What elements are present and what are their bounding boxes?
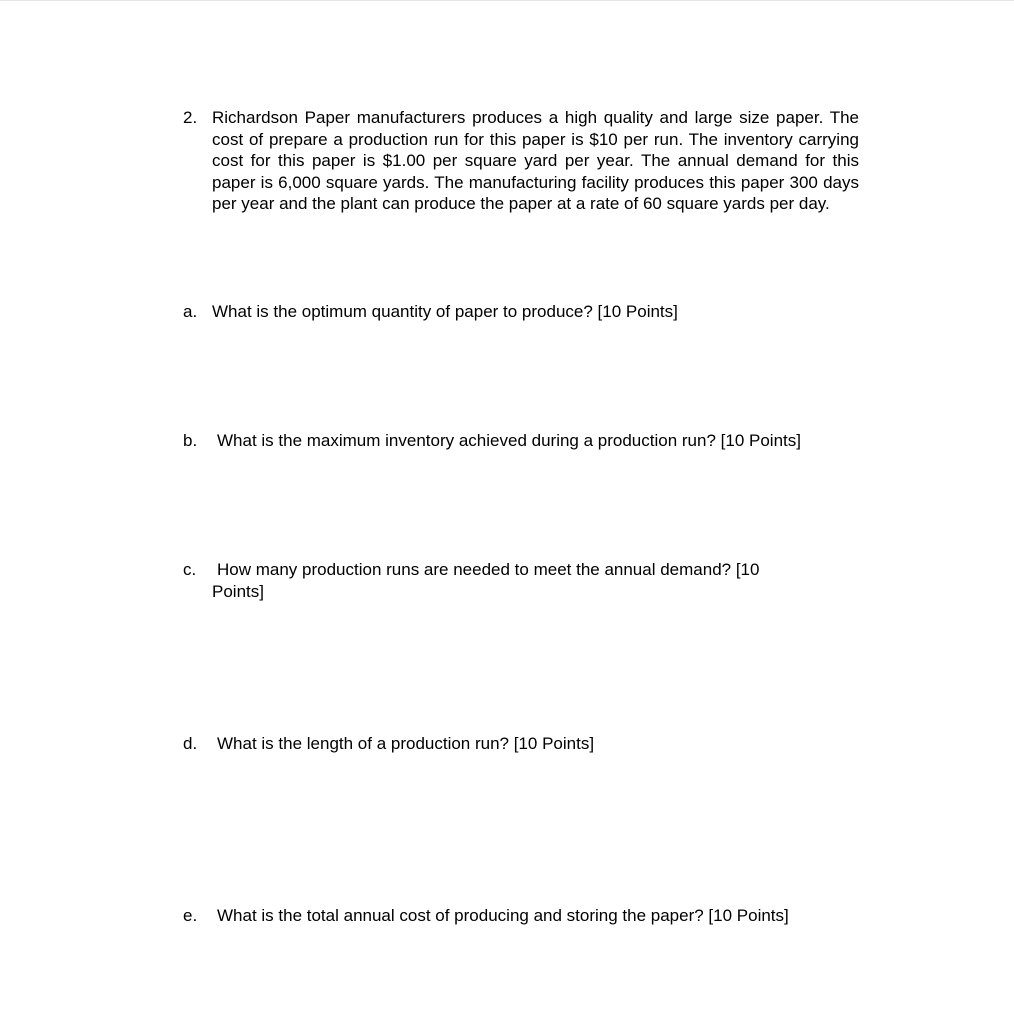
question-a-marker: a. (183, 302, 198, 321)
problem-number: 2. (183, 108, 198, 127)
question-c-text-line1: How many production runs are needed to meet the annual demand? [10 (217, 560, 760, 579)
page-top-border (0, 0, 1014, 1)
problem-text: Richardson Paper manufacturers produces a high quality and large size paper. The cost of prepare a production run for this paper is $10 per run. The inventory carrying cost for this paper is $1.00 per square yard per year. The annual demand for this paper is 6,000 square yards. The manufacturing facility produces this paper 300 days per year and the plant can produce the paper at a rate of 60 square yards per day. (212, 108, 859, 213)
question-c (183, 559, 859, 602)
problem-statement (183, 107, 859, 215)
question-d-text: What is the length of a production run? [10 Points] (217, 734, 595, 753)
question-e (183, 905, 859, 927)
question-d-marker: d. (183, 734, 198, 753)
question-e-text: What is the total annual cost of producing and storing the paper? [10 Points] (217, 906, 789, 925)
question-d (183, 733, 859, 755)
question-a (183, 301, 859, 323)
question-b-marker: b. (183, 431, 198, 450)
question-b-text: What is the maximum inventory achieved during a production run? [10 Points] (217, 431, 801, 450)
question-e-marker: e. (183, 906, 198, 925)
question-c-text (212, 559, 859, 602)
question-b (183, 430, 859, 452)
question-c-text-line2: Points] (212, 581, 264, 601)
question-a-text: What is the optimum quantity of paper to produce? [10 Points] (212, 302, 678, 321)
question-c-marker: c. (183, 560, 197, 579)
